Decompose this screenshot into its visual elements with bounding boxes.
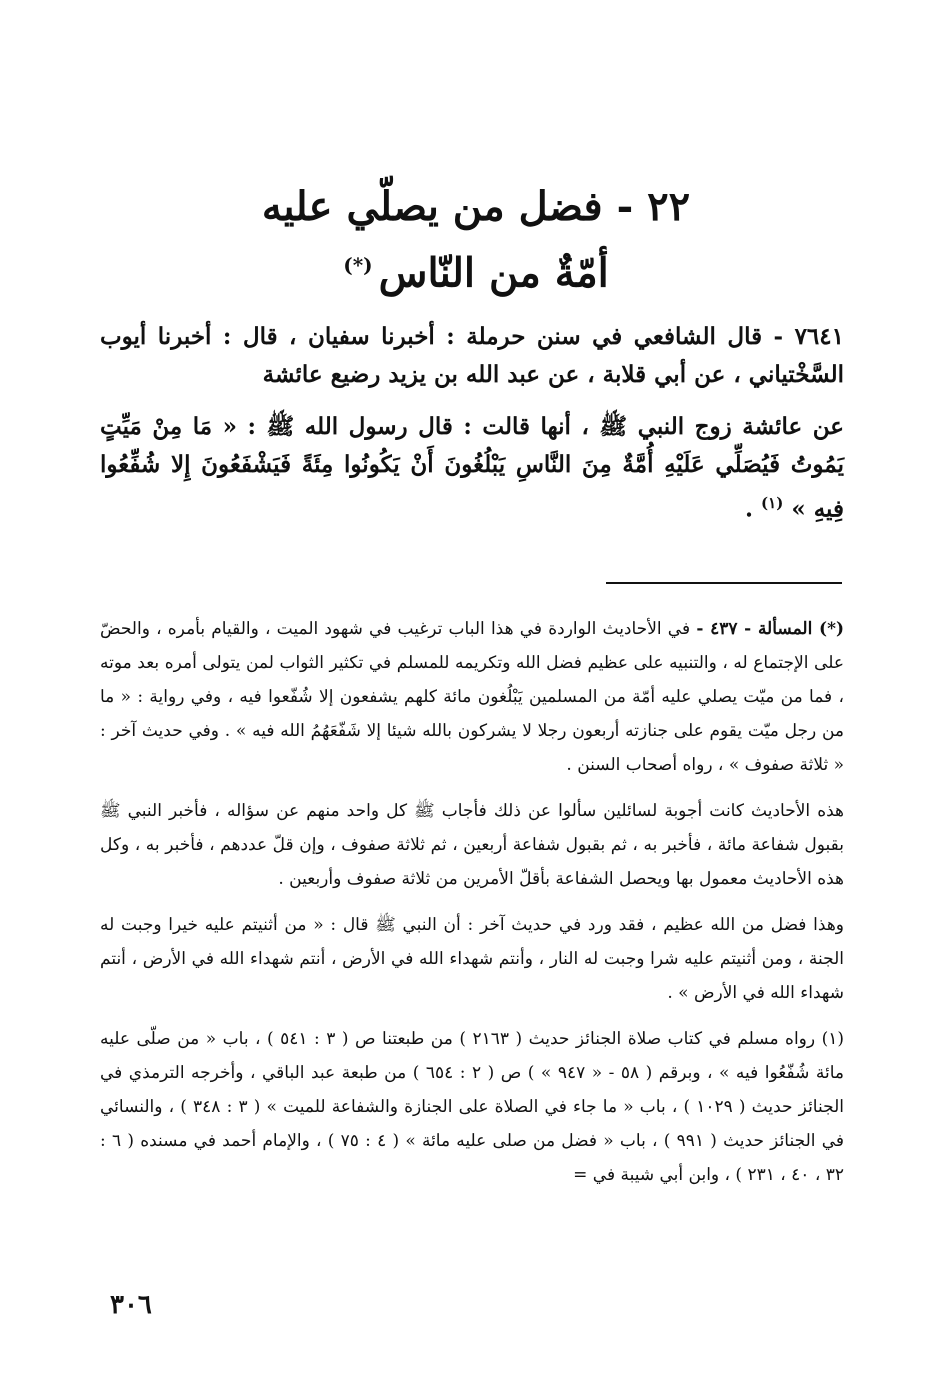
note-paragraph-3: وهذا فضل من الله عظيم ، فقد ورد في حديث آخر : أن النبي ﷺ قال : « من أثنيتم عليه خيرا وجبت له الجنة ، ومن أثنيتم عليه شرا وجبت له النار ، وأنتم شهداء الله في الأرض ، أنتم شهداء الله في الأرض ، أنتم شهداء الله في الأرض » . xyxy=(100,915,844,1003)
hadith-matn: عن عائشة زوج النبي ﷺ ، أنها قالت : قال رسول الله ﷺ : « مَا مِنْ مَيِّتٍ يَمُوتُ فَيُصَلِّي عَلَيْهِ أُمَّةٌ مِنَ النَّاسِ يَبْلُغُونَ أَنْ يَكُونُوا مِئَةً فَيَشْفَعُونَ إِلا شُفِّعُوا فِيهِ » xyxy=(100,413,844,523)
masala-text: في الأحاديث الواردة في هذا الباب ترغيب في شهود الميت ، والقيام بأمره ، والحضّ على الإجتماع له ، والتنبيه على عظيم فضل الله وتكريمه للمسلم في تكثير الثواب لمن يتولى أمره بعد موته ، فما من ميّت يصلي عليه أمّة من المسلمين يَبْلُغون مائة كلهم يشفعون إلا شُفّعوا فيه ، وفي رواية : « ما من رجل ميّت يقوم على جنازته أربعون رجلا لا يشركون بالله شيئا إلا شَفّعَهُمُ الله فيه » . وفي حديث آخر : « ثلاثة صفوف » ، رواه أصحاب السنن . xyxy=(100,619,844,775)
chapter-title xyxy=(110,178,842,302)
masala-note xyxy=(100,612,844,782)
footnote-1: (١) رواه مسلم في كتاب صلاة الجنائز حديث ( ٢١٦٣ ) من طبعتنا ص ( ٣ : ٥٤١ ) ، باب « من صلّى عليه مائة شُفّعُوا فيه » ، وبرقم ( ٥٨ - « ٩٤٧ » ) ص ( ٢ : ٦٥٤ ) من طبعة عبد الباقي ، وأخرجه الترمذي في الجنائز حديث ( ١٠٢٩ ) ، باب « ما جاء في الصلاة على الجنازة والشفاعة للميت » ( ٣ : ٣٤٨ ) ، والنسائي في الجنائز حديث ( ٩٩١ ) ، باب « فضل من صلى عليه مائة » ( ٤ : ٧٥ ) ، والإمام أحمد في مسنده ( ٦ : ٣٢ ، ٤٠ ، ٢٣١ ) ، وابن أبي شيبة في = xyxy=(100,1029,845,1185)
chapter-title-line1: ٢٢ - فضل من يصلّي عليه xyxy=(261,183,691,230)
note-paragraph-2: هذه الأحاديث كانت أجوبة لسائلين سألوا عن ذلك فأجاب ﷺ كل واحد منهم عن سؤاله ، فأخبر النبي ﷺ بقبول شفاعة مائة ، فأخبر به ، ثم بقبول شفاعة أربعين ، ثم ثلاثة صفوف ، وإن قلّ عددهم ، فأخبر به ، وكل هذه الأحاديث معمول بها ويحصل الشفاعة بأقلّ الأمرين من ثلاثة صفوف وأربعين . xyxy=(100,801,844,889)
footnotes xyxy=(100,612,844,1204)
chapter-title-line2-text: أمّةٌ من النّاس xyxy=(378,249,609,297)
hadith-footnote-ref: (١) xyxy=(761,494,784,512)
footnote-separator xyxy=(606,582,842,584)
masala-lead: (*) المسألة - ٤٣٧ - xyxy=(696,619,844,639)
page-number: ٣٠٦ xyxy=(110,1290,152,1320)
hadith-matn-paragraph: عن عائشة زوج النبي ﷺ ، أنها قالت : قال رسول الله ﷺ : « مَا مِنْ مَيِّتٍ يَمُوتُ فَيُصَلِّي عَلَيْهِ أُمَّةٌ مِنَ النَّاسِ يَبْلُغُونَ أَنْ يَكُونُوا مِئَةً فَيَشْفَعُونَ إِلا شُفِّعُوا فِيهِ » $^{(١)}$ . xyxy=(100,413,844,523)
chapter-title-footnote-mark: (*) xyxy=(343,253,373,277)
hadith-text xyxy=(100,318,844,543)
chapter-title-line2 xyxy=(110,236,842,302)
hadith-isnad: ٧٦٤١ - قال الشافعي في سنن حرملة : أخبرنا سفيان ، قال : أخبرنا أيوب السَّخْتياني ، عن أبي قلابة ، عن عبد الله بن يزيد رضيع عائشة xyxy=(100,323,844,388)
